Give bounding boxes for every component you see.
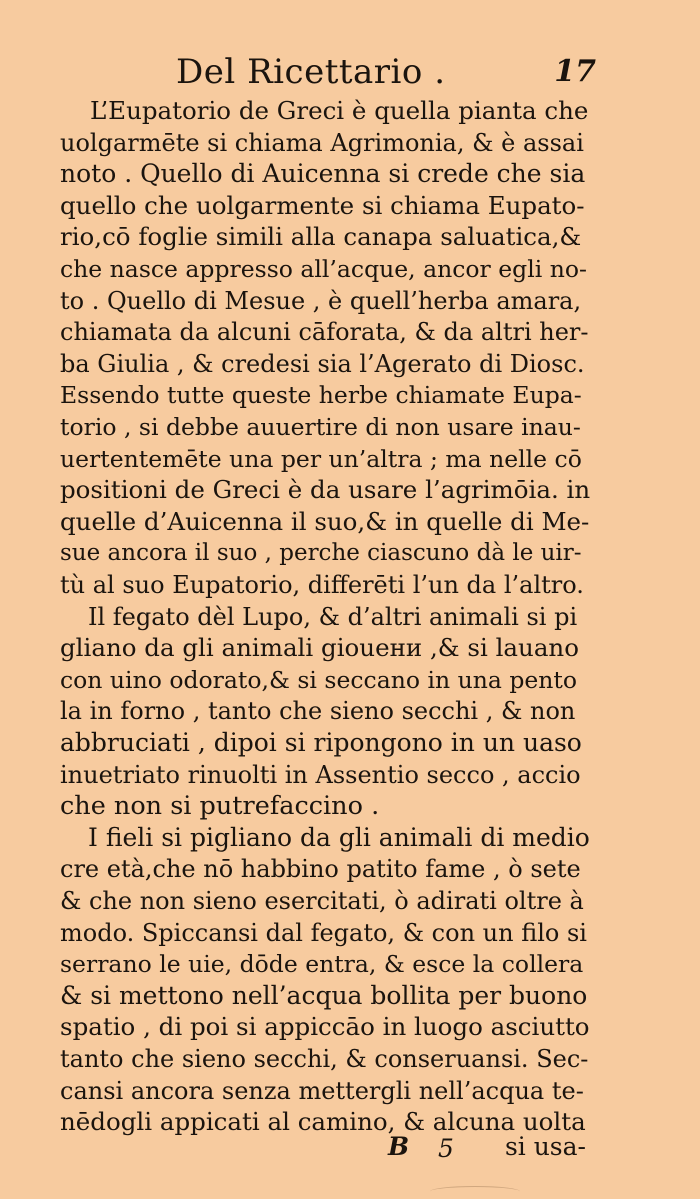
text-line: Il fegato dèl Lupo, & d’altri animali si pi xyxy=(88,602,578,631)
text-line: uertentemēte una per un’altra ; ma nelle cō xyxy=(60,444,582,473)
text-line: la in forno , tanto che sieno secchi , & non xyxy=(60,697,576,726)
text-line: che nasce appresso all’acque, ancor egli no- xyxy=(60,255,587,283)
signature-number: 5 xyxy=(438,1134,454,1163)
text-line: noto . Quello di Auicenna si crede che sia xyxy=(60,159,586,189)
text-line: tanto che sieno secchi, & conseruansi. Sec- xyxy=(60,1045,589,1073)
page-header xyxy=(176,52,596,96)
text-line: abbruciati , dipoi si ripongono in un uaso xyxy=(60,728,582,757)
text-line: torio , si debbe auuertire di non usare inau- xyxy=(60,413,581,441)
text-line: tù al suo Eupatorio, differēti l’un da l’altro. xyxy=(60,571,584,599)
text-line: quelle d’Auicenna il suo,& in quelle di Me- xyxy=(60,506,590,536)
text-line: gliano da gli animali giouени ,& si lauano xyxy=(60,633,579,663)
text-line: & che non sieno esercitati, ò adirati oltre à xyxy=(60,887,584,915)
text-line: I fieli si pigliano da gli animali di medio xyxy=(88,822,590,852)
text-line: positioni de Greci è da usare l’agrimōia. in xyxy=(60,475,591,505)
text-line: uolgarmēte si chiama Agrimonia, & è assai xyxy=(60,128,584,157)
page-number: 17 xyxy=(554,54,596,89)
running-title: Del Ricettario . xyxy=(176,52,446,92)
text-line: modo. Spiccansi dal fegato, & con un filo si xyxy=(60,918,587,947)
text-line: nēdogli appicati al camino, & alcuna uolta xyxy=(60,1107,586,1137)
catchword: si usa- xyxy=(504,1132,586,1161)
page-footer xyxy=(380,1132,590,1166)
text-line: Essendo tutte queste herbe chiamate Eupa- xyxy=(60,381,582,410)
text-line: & si mettono nell’acqua bollita per buono xyxy=(60,980,588,1010)
text-line: chiamata da alcuni cāforata, & da altri her- xyxy=(60,318,589,347)
text-line: rio,cō foglie simili alla canapa saluatica,& xyxy=(60,222,582,252)
paper-stain xyxy=(430,1186,520,1197)
text-line: con uino odorato,& si seccano in una pento xyxy=(60,665,577,694)
text-line: ba Giulia , & credesi sia l’Agerato di Diosc. xyxy=(60,349,585,378)
text-line: quello che uolgarmente si chiama Eupato- xyxy=(60,190,585,220)
text-line: inuetriato rinuolti in Assentio secco , accio xyxy=(60,760,581,789)
text-line: sue ancora il suo , perche ciascuno dà le uir- xyxy=(60,540,582,567)
text-line: to . Quello di Mesue , è quell’herba amara, xyxy=(60,286,582,315)
text-line: L’Eupatorio de Greci è quella pianta che xyxy=(90,96,589,125)
text-line: spatio , di poi si appiccāo in luogo asciutto xyxy=(60,1012,590,1042)
text-line: cre età,che nō habbino patito fame , ò sete xyxy=(60,855,581,884)
text-line: cansi ancora senza mettergli nell’acqua te- xyxy=(60,1076,584,1105)
signature-mark: B xyxy=(388,1132,410,1161)
text-line: che non si putrefaccino . xyxy=(60,791,380,822)
text-line: serrano le uie, dōde entra, & esce la collera xyxy=(60,950,584,979)
